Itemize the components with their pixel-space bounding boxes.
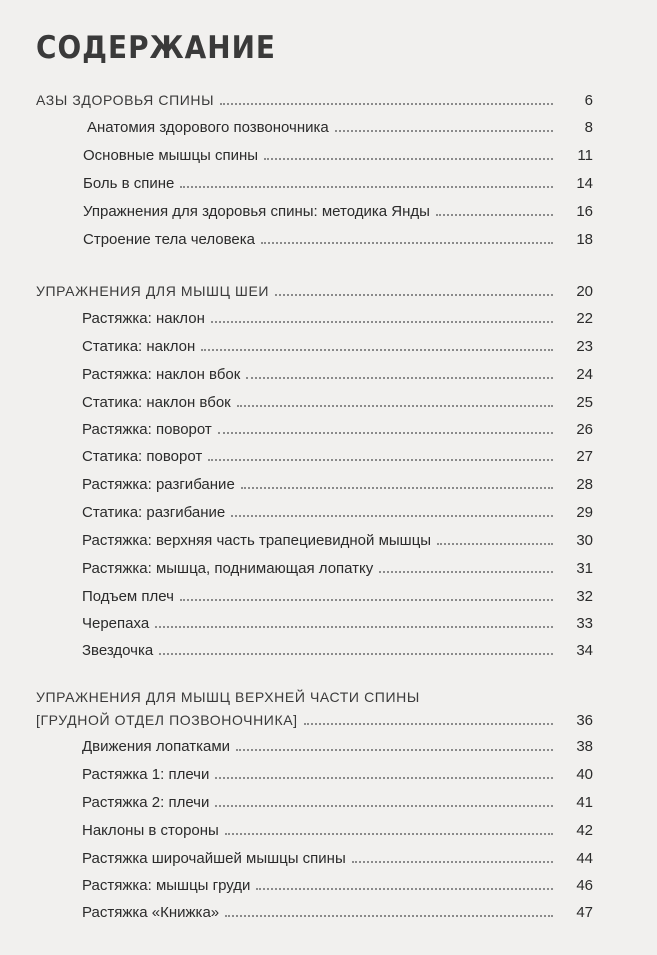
entry-title: Растяжка: наклон вбок: [82, 366, 241, 383]
leader-dots: [237, 405, 553, 407]
page-number: 6: [584, 92, 593, 109]
leader-dots: [180, 186, 553, 188]
entry-title: Растяжка «Книжка»: [82, 904, 220, 921]
toc-entry[interactable]: [82, 640, 593, 662]
entry-title: Подъем плеч: [82, 588, 174, 605]
page-number: 16: [576, 203, 593, 220]
toc-entry[interactable]: [82, 364, 593, 386]
leader-dots: [220, 103, 553, 105]
toc-entry[interactable]: [82, 336, 593, 358]
toc-section-subheading[interactable]: [36, 709, 593, 731]
entry-title: Анатомия здорового позвоночника: [87, 119, 329, 136]
page-number: 25: [576, 394, 593, 411]
entry-title: Статика: поворот: [82, 448, 203, 465]
page-number: 41: [576, 794, 593, 811]
toc-entry[interactable]: [82, 820, 593, 842]
toc-section-heading[interactable]: [36, 280, 593, 302]
page-number: 46: [576, 877, 593, 894]
leader-dots: [261, 242, 553, 244]
page-number: 31: [576, 560, 593, 577]
leader-dots: [437, 543, 553, 545]
page-number: 18: [576, 231, 593, 248]
page-number: 34: [576, 642, 593, 659]
leader-dots: [236, 749, 553, 751]
section-subtitle: [ГРУДНОЙ ОТДЕЛ ПОЗВОНОЧНИКА]: [36, 712, 298, 728]
leader-dots: [335, 130, 553, 132]
page-number: 30: [576, 532, 593, 549]
page-number: 26: [576, 421, 593, 438]
leader-dots: [201, 349, 553, 351]
entry-title: Статика: наклон вбок: [82, 394, 231, 411]
toc-section-heading[interactable]: [36, 686, 593, 708]
page-number: 33: [576, 615, 593, 632]
entry-title: Звездочка: [82, 642, 154, 659]
entry-title: Растяжка 2: плечи: [82, 794, 210, 811]
entry-title: Наклоны в стороны: [82, 822, 219, 839]
leader-dots: [211, 321, 553, 323]
page-number: 36: [576, 712, 593, 729]
section-title: УПРАЖНЕНИЯ ДЛЯ МЫШЦ ВЕРХНЕЙ ЧАСТИ СПИНЫ: [36, 689, 420, 705]
entry-title: Растяжка: мышца, поднимающая лопатку: [82, 560, 374, 577]
toc-entry[interactable]: [82, 446, 593, 468]
entry-title: Упражнения для здоровья спины: методика Янды: [83, 203, 430, 220]
toc-entry[interactable]: [83, 201, 593, 223]
toc-entry[interactable]: [82, 902, 593, 924]
leader-dots: [159, 653, 553, 655]
leader-dots: [208, 459, 553, 461]
leader-dots: [436, 214, 553, 216]
leader-dots: [180, 599, 553, 601]
leader-dots: [231, 515, 553, 517]
entry-title: Основные мышцы спины: [83, 147, 259, 164]
page-number: 27: [576, 448, 593, 465]
entry-title: Строение тела человека: [83, 231, 256, 248]
page-number: 32: [576, 588, 593, 605]
toc-entry[interactable]: [82, 848, 593, 870]
entry-title: Растяжка: наклон: [82, 310, 205, 327]
entry-title: Растяжка: верхняя часть трапециевидной мышцы: [82, 532, 432, 549]
entry-title: Растяжка: поворот: [82, 421, 212, 438]
leader-dots: [246, 377, 553, 379]
entry-title: Черепаха: [82, 615, 150, 632]
leader-dots: [304, 723, 553, 725]
entry-title: Боль в спине: [83, 175, 175, 192]
page-number: 38: [576, 738, 593, 755]
toc-entry[interactable]: [82, 792, 593, 814]
page-number: 14: [576, 175, 593, 192]
toc-entry[interactable]: [82, 875, 593, 897]
entry-title: Статика: разгибание: [82, 504, 226, 521]
toc-entry[interactable]: [82, 419, 593, 441]
entry-title: Растяжка: разгибание: [82, 476, 235, 493]
page-title: СОДЕРЖАНИЕ: [36, 30, 276, 66]
toc-entry[interactable]: [82, 530, 593, 552]
entry-title: Статика: наклон: [82, 338, 196, 355]
leader-dots: [215, 777, 553, 779]
leader-dots: [379, 571, 553, 573]
entry-title: Растяжка широчайшей мышцы спины: [82, 850, 346, 867]
page-number: 20: [576, 283, 593, 300]
toc-entry[interactable]: [82, 586, 593, 608]
toc-entry[interactable]: [83, 173, 593, 195]
section-title: АЗЫ ЗДОРОВЬЯ СПИНЫ: [36, 92, 215, 108]
page-number: 11: [577, 147, 593, 164]
entry-title: Растяжка 1: плечи: [82, 766, 210, 783]
page-number: 42: [576, 822, 593, 839]
toc-entry[interactable]: [87, 117, 593, 139]
toc-entry[interactable]: [82, 736, 593, 758]
toc-entry[interactable]: [82, 613, 593, 635]
toc-entry[interactable]: [82, 764, 593, 786]
leader-dots: [225, 833, 553, 835]
leader-dots: [256, 888, 553, 890]
leader-dots: [264, 158, 553, 160]
leader-dots: [218, 432, 553, 434]
leader-dots: [155, 626, 553, 628]
toc-entry[interactable]: [83, 145, 593, 167]
section-title: УПРАЖНЕНИЯ ДЛЯ МЫШЦ ШЕИ: [36, 283, 270, 299]
entry-title: Растяжка: мышцы груди: [82, 877, 251, 894]
toc-entry[interactable]: [83, 229, 593, 251]
page-number: 40: [576, 766, 593, 783]
page-number: 24: [576, 366, 593, 383]
leader-dots: [275, 294, 553, 296]
leader-dots: [225, 915, 553, 917]
leader-dots: [215, 805, 553, 807]
toc-section-heading[interactable]: [36, 89, 593, 111]
toc-entry[interactable]: [82, 502, 593, 524]
leader-dots: [241, 487, 553, 489]
toc-entry[interactable]: [82, 474, 593, 496]
page-number: 44: [576, 850, 593, 867]
page-number: 22: [576, 310, 593, 327]
entry-title: Движения лопатками: [82, 738, 231, 755]
toc-entry[interactable]: [82, 392, 593, 414]
toc-entry[interactable]: [82, 558, 593, 580]
page-number: 8: [584, 119, 593, 136]
toc-entry[interactable]: [82, 308, 593, 330]
page-number: 23: [576, 338, 593, 355]
page-number: 28: [576, 476, 593, 493]
page-number: 29: [576, 504, 593, 521]
page-number: 47: [576, 904, 593, 921]
leader-dots: [352, 861, 553, 863]
